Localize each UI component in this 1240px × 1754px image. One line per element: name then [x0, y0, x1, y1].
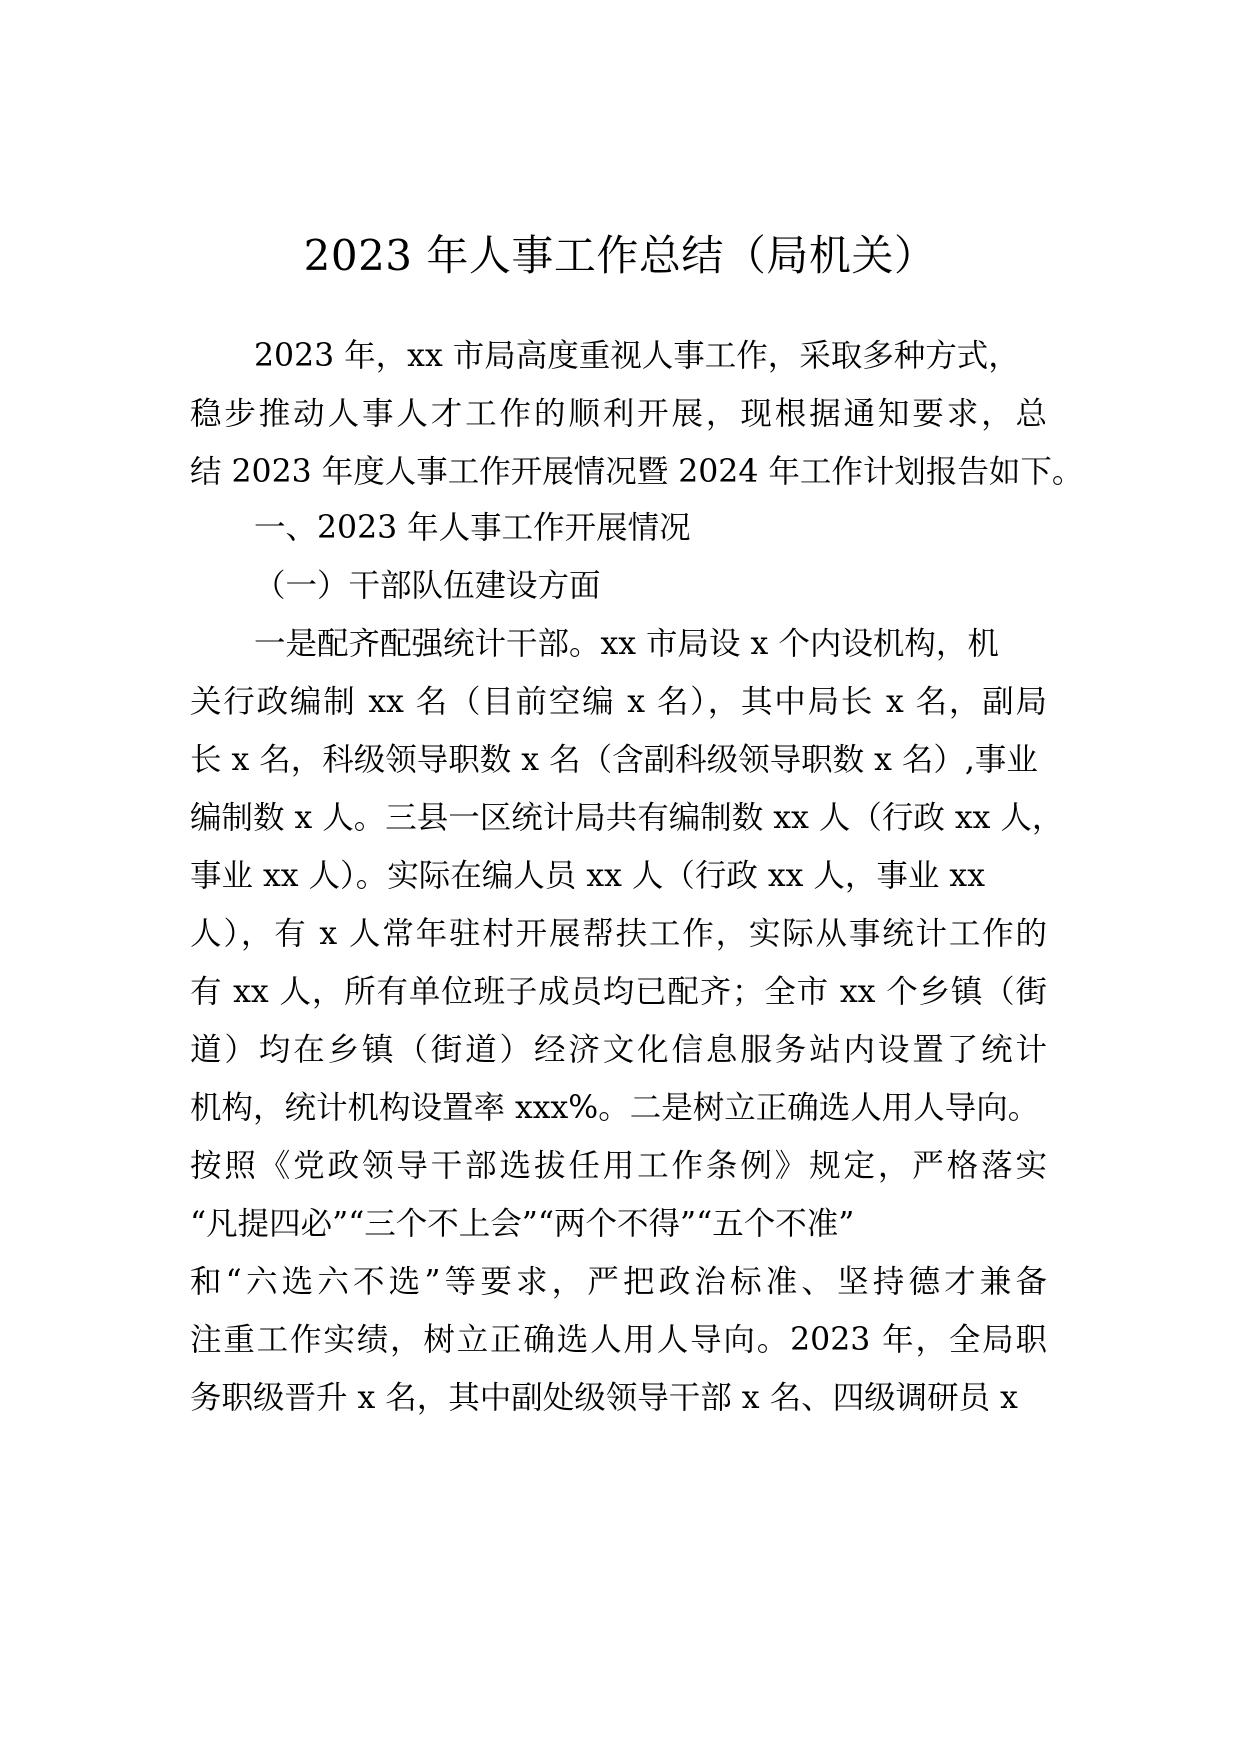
subsection-heading: （一）干部队伍建设方面 — [254, 568, 601, 604]
document-title: 2023 年人事工作总结（局机关） — [303, 231, 937, 280]
paragraph-line: 机构，统计机构设置率 xxx%。二是树立正确选人用人导向。 — [190, 1090, 1040, 1126]
paragraph-line: 关行政编制 xx 名（目前空编 x 名），其中局长 x 名，副局 — [190, 684, 1047, 720]
paragraph-line: 稳步推动人事人才工作的顺利开展，现根据通知要求，总 — [190, 396, 1047, 432]
paragraph-line: 按照《党政领导干部选拔任用工作条例》规定，严格落实 — [190, 1148, 1047, 1184]
section-heading: 一、2023 年人事工作开展情况 — [254, 510, 691, 546]
paragraph-line: 一是配齐配强统计干部。xx 市局设 x 个内设机构，机 — [254, 626, 999, 662]
paragraph-line: 务职级晋升 x 名，其中副处级领导干部 x 名、四级调研员 x — [190, 1380, 1018, 1416]
paragraph-line: 长 x 名，科级领导职数 x 名（含副科级领导职数 x 名）,事业 — [190, 742, 1038, 778]
paragraph-line: “凡提四必”“三个不上会”“两个不得”“五个不准” — [190, 1206, 855, 1242]
paragraph-line: 道）均在乡镇（街道）经济文化信息服务站内设置了统计 — [190, 1032, 1047, 1068]
paragraph-line: 事业 xx 人）。实际在编人员 xx 人（行政 xx 人，事业 xx — [190, 858, 985, 894]
paragraph-line: 注重工作实绩，树立正确选人用人导向。2023 年，全局职 — [190, 1322, 1047, 1358]
paragraph-line: 和“六选六不选”等要求，严把政治标准、坚持德才兼备 — [190, 1264, 1047, 1300]
paragraph-line: 编制数 x 人。三县一区统计局共有编制数 xx 人（行政 xx 人， — [190, 800, 1064, 836]
paragraph-line: 人），有 x 人常年驻村开展帮扶工作，实际从事统计工作的 — [190, 916, 1047, 952]
paragraph-line: 结 2023 年度人事工作开展情况暨 2024 年工作计划报告如下。 — [190, 454, 1084, 490]
paragraph-line: 有 xx 人，所有单位班子成员均已配齐；全市 xx 个乡镇（街 — [190, 974, 1047, 1010]
paragraph-line: 2023 年，xx 市局高度重视人事工作，采取多种方式， — [254, 338, 1020, 374]
